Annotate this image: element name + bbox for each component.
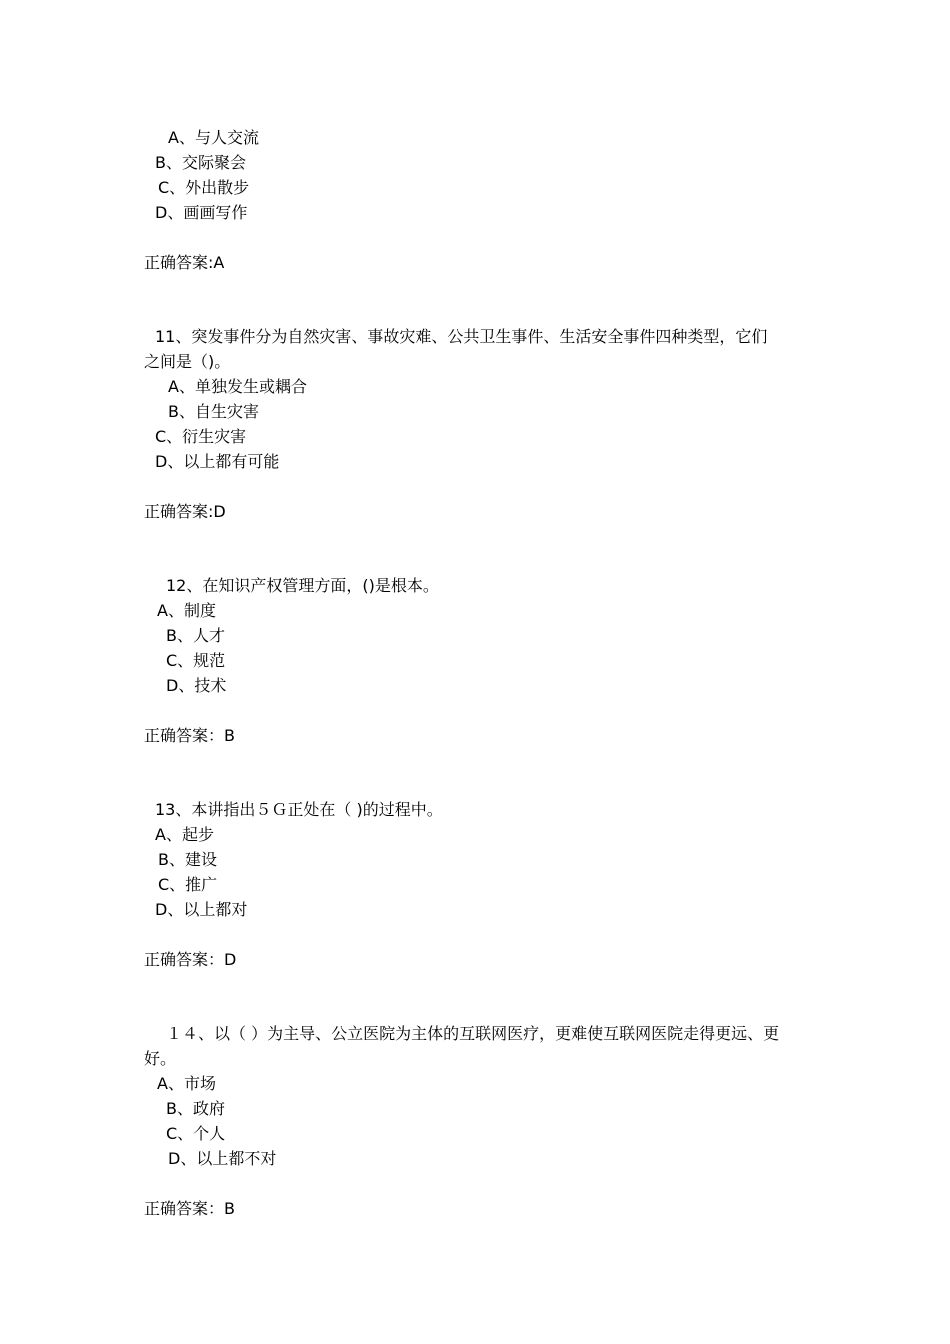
q11-option-b: B、自生灾害	[168, 402, 259, 421]
q12-answer: 正确答案：B	[144, 726, 235, 745]
q11-option-d: D、以上都有可能	[155, 452, 280, 471]
q14-option-a: A、市场	[157, 1074, 216, 1093]
q11-stem-line-1: 11、突发事件分为自然灾害、事故灾难、公共卫生事件、生活安全事件四种类型，它们	[155, 327, 768, 346]
q14-option-d: D、以上都不对	[168, 1149, 277, 1168]
prev-option-d: D、画画写作	[155, 203, 248, 222]
q12-option-a: A、制度	[157, 601, 216, 620]
q13-stem: 13、本讲指出５Ｇ正处在（ )的过程中。	[155, 800, 443, 819]
q11-option-a: A、单独发生或耦合	[168, 377, 307, 396]
q14-option-c: C、个人	[166, 1124, 226, 1143]
q12-option-d: D、技术	[166, 676, 227, 695]
q12-option-c: C、规范	[166, 651, 226, 670]
q14-stem-line-2: 好。	[144, 1049, 177, 1068]
q13-option-a: A、起步	[155, 825, 214, 844]
prev-option-a: A、与人交流	[168, 128, 259, 147]
q14-option-b: B、政府	[166, 1099, 225, 1118]
q11-stem-line-2: 之间是（)。	[144, 352, 231, 371]
q12-stem: 12、在知识产权管理方面，()是根本。	[166, 576, 439, 595]
q12-option-b: B、人才	[166, 626, 225, 645]
q13-option-b: B、建设	[158, 850, 217, 869]
q13-answer: 正确答案：D	[144, 950, 237, 969]
q13-option-d: D、以上都对	[155, 900, 248, 919]
q14-stem-line-1: １４、以（ ）为主导、公立医院为主体的互联网医疗，更难使互联网医院走得更远、更	[166, 1024, 780, 1043]
q11-answer: 正确答案:D	[144, 502, 226, 521]
prev-option-b: B、交际聚会	[155, 153, 246, 172]
prev-answer: 正确答案:A	[144, 253, 225, 272]
q13-option-c: C、推广	[158, 875, 218, 894]
q11-option-c: C、衍生灾害	[155, 427, 247, 446]
prev-option-c: C、外出散步	[158, 178, 250, 197]
q14-answer: 正确答案：B	[144, 1199, 235, 1218]
